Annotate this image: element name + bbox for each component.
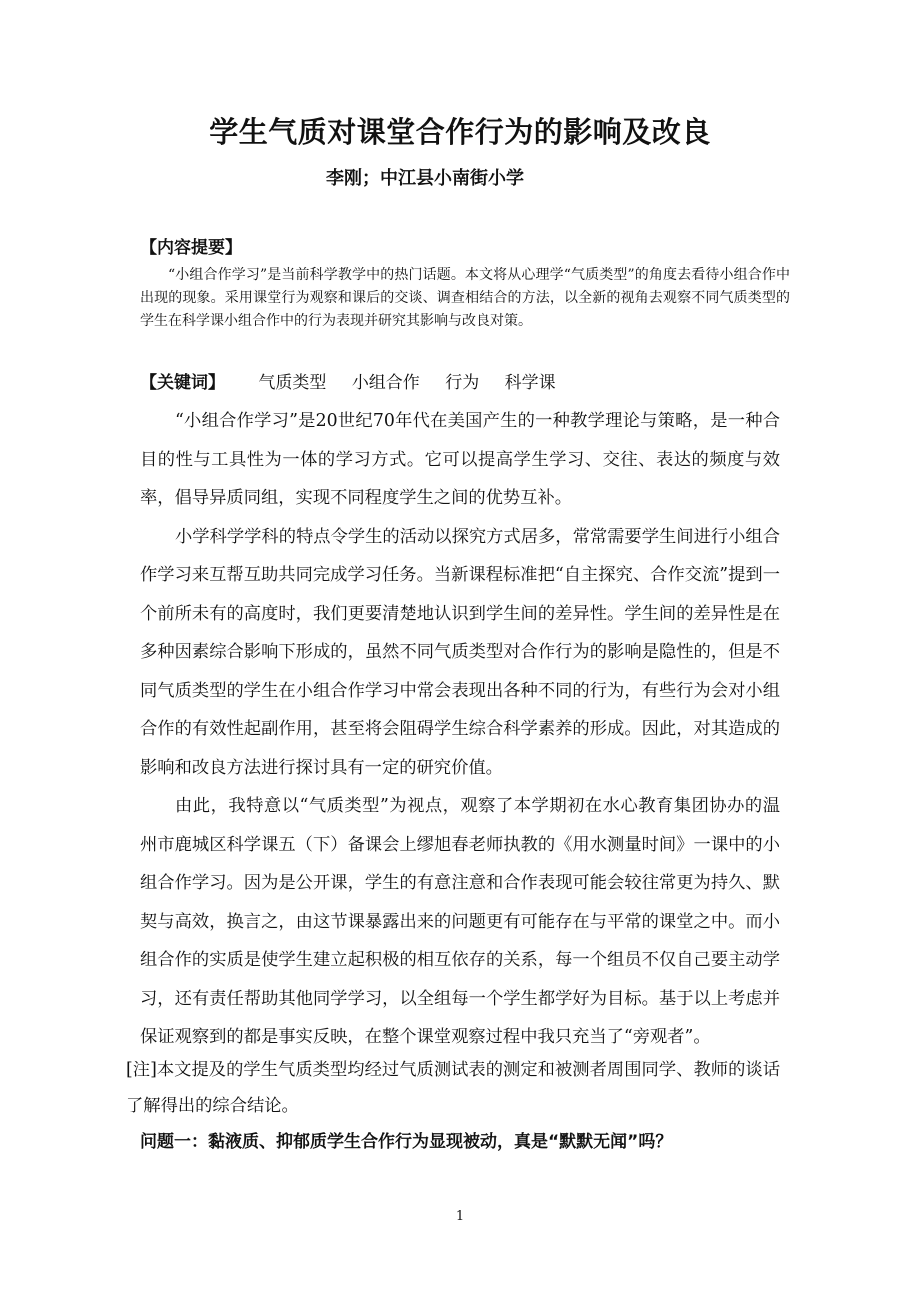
abstract-text: “小组合作学习”是当前科学教学中的热门话题。本文将从心理学“气质类型”的角度去看待小组合作中出现的现象。采用课堂行为观察和课后的交谈、调查相结合的方法，以全新的视角去观察不同气质类型的学生在科学课小组合作中的行为表现并研究其影响与改良对策。	[140, 267, 790, 329]
abstract-heading: 【内容提要】	[140, 238, 242, 258]
document-title: 学生气质对课堂合作行为的影响及改良	[209, 115, 711, 149]
body-paragraph: 小学科学学科的特点令学生的活动以探究方式居多，常常需要学生间进行小组合作学习来互帮互助共同完成学习任务。当新课程标准把“自主探究、合作交流”提到一个前所未有的高度时，我们更要清楚地认识到学生间的差异性。学生间的差异性是在多种因素综合影响下形成的，虽然不同气质类型对合作行为的影响是隐性的，但是不同气质类型的学生在小组合作学习中常会表现出各种不同的行为，有些行为会对小组合作的有效性起副作用，甚至将会阻碍学生综合科学素养的形成。因此，对其造成的影响和改良方法进行探讨具有一定的研究价值。	[140, 526, 780, 778]
keywords-label: 【关键词】	[140, 373, 225, 393]
body-text	[140, 402, 780, 1057]
keyword: 行为	[445, 373, 480, 393]
section-question: 问题一：黏液质、抑郁质学生合作行为显现被动，真是“默默无闻”吗？	[140, 1132, 673, 1152]
keyword: 科学课	[504, 373, 556, 393]
keywords-line	[140, 370, 576, 396]
author-line: 李刚；中江县小南街小学	[326, 168, 524, 189]
keyword: 气质类型	[258, 373, 327, 393]
page-number: 1	[455, 1209, 465, 1224]
body-paragraph: “小组合作学习”是20世纪70年代在美国产生的一种教学理论与策略，是一种合目的性与工具性为一体的学习方式。它可以提高学生学习、交往、表达的频度与效率，倡导异质同组，实现不同程度学生之间的优势互补。	[140, 411, 780, 508]
body-paragraph: 由此，我特意以“气质类型”为视点，观察了本学期初在水心教育集团协办的温州市鹿城区科学课五（下）备课会上缪旭春老师执教的《用水测量时间》一课中的小组合作学习。因为是公开课，学生的有意注意和合作表现可能会较往常更为持久、默契与高效，换言之，由这节课暴露出来的问题更有可能存在与平常的课堂之中。而小组合作的实质是使学生建立起积极的相互依存的关系，每一个组员不仅自己要主动学习，还有责任帮助其他同学学习，以全组每一个学生都学好为目标。基于以上考虑并保证观察到的都是事实反映，在整个课堂观察过程中我只充当了“旁观者”。	[140, 796, 780, 1047]
note-text: [注]本文提及的学生气质类型均经过气质测试表的测定和被测者周围同学、教师的谈话了解得出的综合结论。	[126, 1060, 780, 1116]
keyword: 小组合作	[351, 373, 420, 393]
